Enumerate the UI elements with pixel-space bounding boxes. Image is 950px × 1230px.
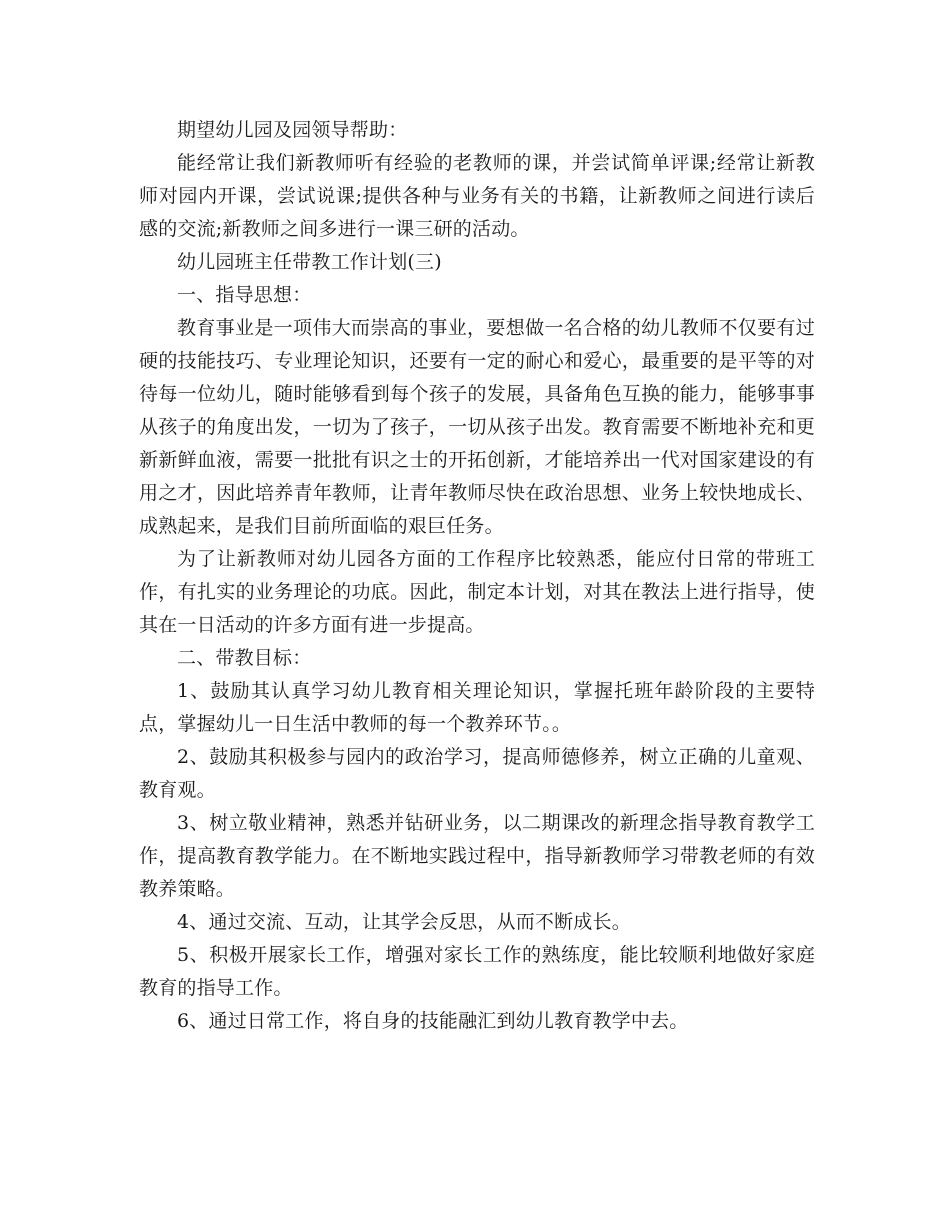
goal-item-1: 1、鼓励其认真学习幼儿教育相关理论知识，掌握托班年龄阶段的主要特点，掌握幼儿一日生活中教师的每一个教养环节。。: [139, 680, 815, 735]
goal-item-5: 5、积极开展家长工作，增强对家长工作的熟练度，能比较顺利地做好家庭教育的指导工作。: [139, 944, 815, 999]
heading-goals: 二、带教目标：: [177, 647, 312, 669]
goal-item-2: 2、鼓励其积极参与园内的政治学习，提高师德修养，树立正确的儿童观、教育观。: [139, 746, 815, 801]
paragraph-plan-purpose: 为了让新教师对幼儿园各方面的工作程序比较熟悉，能应付日常的带班工作，有扎实的业务理论的功底。因此，制定本计划，对其在教法上进行指导，使其在一日活动的许多方面有进一步提高。: [139, 548, 815, 636]
paragraph-guiding-thought: 教育事业是一项伟大而崇高的事业，要想做一名合格的幼儿教师不仅要有过硬的技能技巧、专业理论知识，还要有一定的耐心和爱心，最重要的是平等的对待每一位幼儿，随时能够看到每个孩子的发展，具备角色互换的能力，能够事事从孩子的角度出发，一切为了孩子，一切从孩子出发。教育需要不断地补充和更新新鲜血液，需要一批批有识之士的开拓创新，才能培养出一代对国家建设的有用之才，因此培养青年教师，让青年教师尽快在政治思想、业务上较快地成长、成熟起来，是我们目前所面临的艰巨任务。: [139, 317, 815, 537]
heading-guiding-thought: 一、指导思想：: [177, 284, 312, 306]
paragraph-request-heading: 期望幼儿园及园领导帮助：: [177, 119, 408, 141]
goal-item-6: 6、通过日常工作，将自身的技能融汇到幼儿教育教学中去。: [177, 1010, 689, 1032]
paragraph-request-body: 能经常让我们新教师听有经验的老教师的课，并尝试简单评课;经常让新教师对园内开课，尝试说课;提供各种与业务有关的书籍，让新教师之间进行读后感的交流;新教师之间多进行一课三研的活动。: [139, 152, 815, 240]
goal-item-3: 3、树立敬业精神，熟悉并钻研业务，以二期课改的新理念指导教育教学工作，提高教育教学能力。在不断地实践过程中，指导新教师学习带教老师的有效教养策略。: [139, 812, 815, 900]
section-title: 幼儿园班主任带教工作计划(三): [177, 251, 442, 273]
goal-item-4: 4、通过交流、互动，让其学会反思，从而不断成长。: [177, 911, 631, 933]
document-body: [139, 114, 815, 1038]
